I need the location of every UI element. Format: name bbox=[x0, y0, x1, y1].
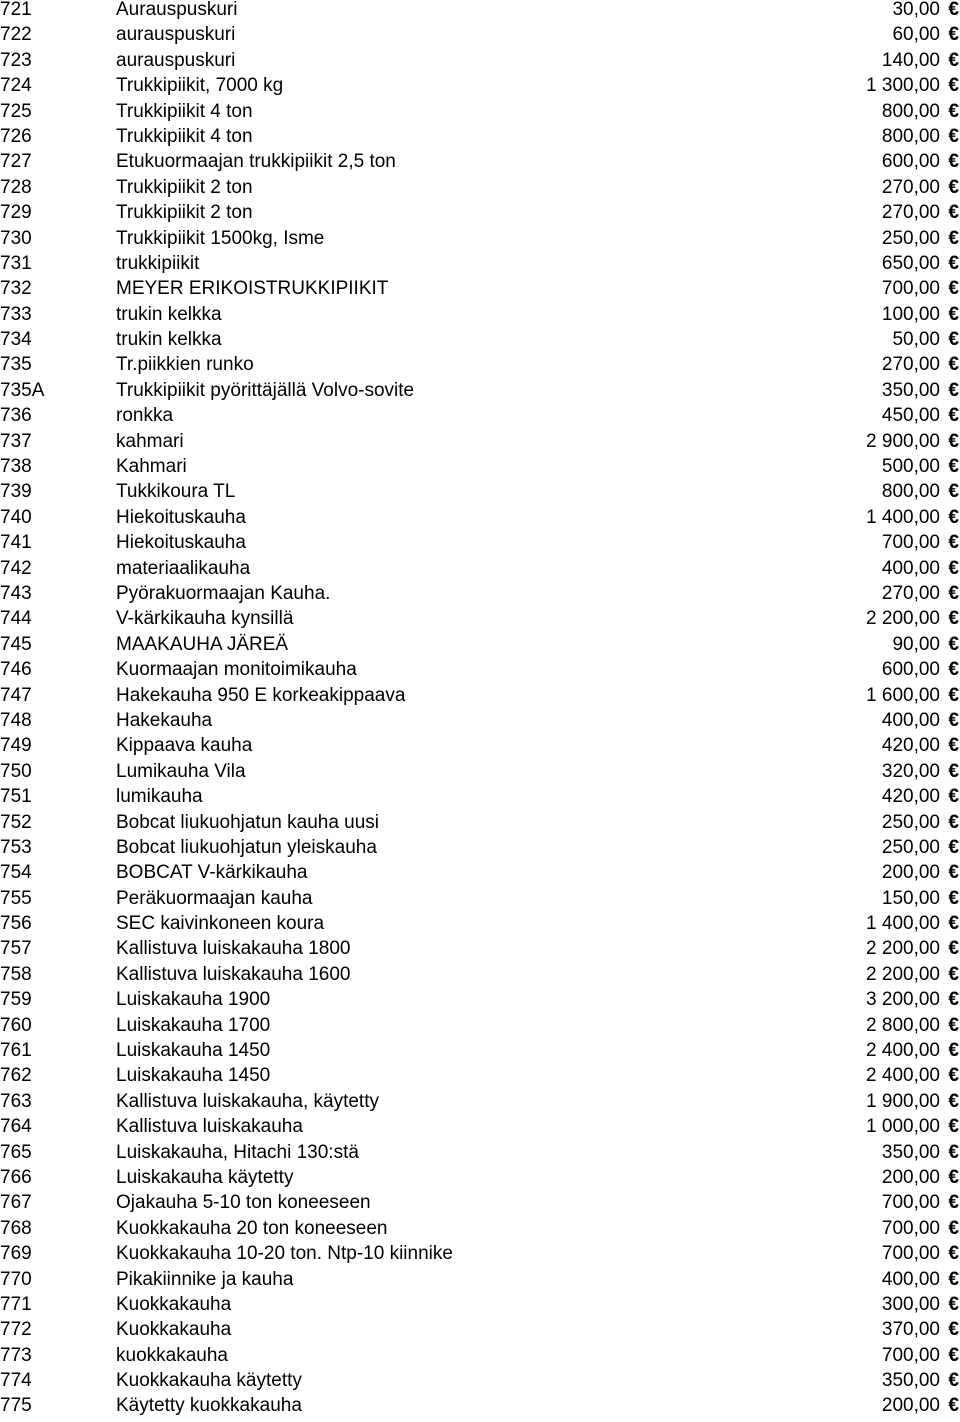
item-number: 739 bbox=[0, 481, 32, 503]
item-description: BOBCAT V-kärkikauha bbox=[116, 862, 308, 884]
item-description: Hiekoituskauha bbox=[116, 506, 246, 528]
item-price: 400,00 bbox=[881, 557, 940, 579]
currency-symbol: € bbox=[948, 659, 959, 681]
item-price: 700,00 bbox=[881, 1344, 940, 1366]
item-price: 800,00 bbox=[881, 125, 940, 147]
list-item bbox=[0, 355, 960, 380]
item-price: 60,00 bbox=[892, 24, 940, 46]
item-number: 772 bbox=[0, 1319, 32, 1341]
currency-symbol: € bbox=[948, 709, 959, 731]
currency-symbol: € bbox=[948, 481, 959, 503]
list-item bbox=[0, 25, 960, 50]
item-number: 758 bbox=[0, 963, 32, 985]
list-item bbox=[0, 1219, 960, 1244]
list-item bbox=[0, 330, 960, 355]
item-number: 748 bbox=[0, 709, 32, 731]
currency-symbol: € bbox=[948, 202, 959, 224]
item-price: 150,00 bbox=[881, 887, 940, 909]
currency-symbol: € bbox=[948, 24, 959, 46]
item-description: Luiskakauha 1900 bbox=[116, 989, 271, 1011]
list-item bbox=[0, 559, 960, 584]
currency-symbol: € bbox=[948, 633, 959, 655]
item-number: 741 bbox=[0, 532, 32, 554]
item-number: 724 bbox=[0, 75, 32, 97]
item-description: Bobcat liukuohjatun yleiskauha bbox=[116, 836, 377, 858]
item-description: MEYER ERIKOISTRUKKIPIIKIT bbox=[116, 278, 389, 300]
item-number: 775 bbox=[0, 1395, 32, 1417]
item-description: Kahmari bbox=[116, 456, 187, 478]
list-item bbox=[0, 305, 960, 330]
currency-symbol: € bbox=[948, 811, 959, 833]
item-description: Luiskakauha, Hitachi 130:stä bbox=[116, 1141, 359, 1163]
list-item bbox=[0, 1092, 960, 1117]
item-price: 370,00 bbox=[881, 1319, 940, 1341]
item-number: 734 bbox=[0, 329, 32, 351]
list-item bbox=[0, 584, 960, 609]
item-price: 300,00 bbox=[881, 1293, 940, 1315]
item-number: 726 bbox=[0, 125, 32, 147]
item-price: 420,00 bbox=[881, 786, 940, 808]
item-price: 1 400,00 bbox=[866, 506, 940, 528]
item-description: Ojakauha 5-10 ton koneeseen bbox=[116, 1192, 371, 1214]
item-number: 722 bbox=[0, 24, 32, 46]
item-price: 800,00 bbox=[881, 481, 940, 503]
list-item bbox=[0, 686, 960, 711]
item-price: 50,00 bbox=[892, 329, 940, 351]
item-price: 800,00 bbox=[881, 100, 940, 122]
item-price: 30,00 bbox=[892, 0, 940, 20]
item-price: 2 200,00 bbox=[866, 608, 940, 630]
item-description: Hakekauha 950 E korkeakippaava bbox=[116, 684, 406, 706]
item-description: Kuokkakauha bbox=[116, 1319, 232, 1341]
item-description: Kippaava kauha bbox=[116, 735, 253, 757]
item-number: 723 bbox=[0, 49, 32, 71]
currency-symbol: € bbox=[948, 1141, 959, 1163]
currency-symbol: € bbox=[948, 1014, 959, 1036]
item-price: 3 200,00 bbox=[866, 989, 940, 1011]
item-description: Etukuormaajan trukkipiikit 2,5 ton bbox=[116, 151, 396, 173]
item-number: 733 bbox=[0, 303, 32, 325]
item-number: 746 bbox=[0, 659, 32, 681]
list-item bbox=[0, 1143, 960, 1168]
item-price: 270,00 bbox=[881, 582, 940, 604]
list-item bbox=[0, 914, 960, 939]
item-description: trukin kelkka bbox=[116, 303, 222, 325]
item-number: 756 bbox=[0, 913, 32, 935]
item-number: 730 bbox=[0, 227, 32, 249]
item-number: 755 bbox=[0, 887, 32, 909]
currency-symbol: € bbox=[948, 303, 959, 325]
list-item bbox=[0, 1117, 960, 1142]
item-number: 742 bbox=[0, 557, 32, 579]
item-number: 727 bbox=[0, 151, 32, 173]
currency-symbol: € bbox=[948, 862, 959, 884]
item-description: Lumikauha Vila bbox=[116, 760, 246, 782]
currency-symbol: € bbox=[948, 836, 959, 858]
item-price: 100,00 bbox=[881, 303, 940, 325]
currency-symbol: € bbox=[948, 532, 959, 554]
item-description: Tukkikoura TL bbox=[116, 481, 236, 503]
item-description: Hiekoituskauha bbox=[116, 532, 246, 554]
item-price: 1 600,00 bbox=[866, 684, 940, 706]
list-item bbox=[0, 609, 960, 634]
currency-symbol: € bbox=[948, 506, 959, 528]
item-price: 270,00 bbox=[881, 354, 940, 376]
item-number: 770 bbox=[0, 1268, 32, 1290]
currency-symbol: € bbox=[948, 1217, 959, 1239]
item-number: 762 bbox=[0, 1065, 32, 1087]
item-number: 768 bbox=[0, 1217, 32, 1239]
list-item bbox=[0, 1295, 960, 1320]
currency-symbol: € bbox=[948, 176, 959, 198]
item-price: 700,00 bbox=[881, 532, 940, 554]
item-price: 350,00 bbox=[881, 1370, 940, 1392]
item-price: 270,00 bbox=[881, 176, 940, 198]
item-description: Aurauspuskuri bbox=[116, 0, 238, 20]
item-number: 740 bbox=[0, 506, 32, 528]
item-price: 270,00 bbox=[881, 202, 940, 224]
item-number: 753 bbox=[0, 836, 32, 858]
list-item bbox=[0, 1396, 960, 1421]
list-item bbox=[0, 152, 960, 177]
currency-symbol: € bbox=[948, 1344, 959, 1366]
item-number: 752 bbox=[0, 811, 32, 833]
list-item bbox=[0, 736, 960, 761]
item-description: Luiskakauha 1450 bbox=[116, 1040, 271, 1062]
item-description: Bobcat liukuohjatun kauha uusi bbox=[116, 811, 380, 833]
currency-symbol: € bbox=[948, 329, 959, 351]
currency-symbol: € bbox=[948, 379, 959, 401]
item-description: Käytetty kuokkakauha bbox=[116, 1395, 302, 1417]
item-number: 725 bbox=[0, 100, 32, 122]
item-price: 700,00 bbox=[881, 1192, 940, 1214]
list-item bbox=[0, 787, 960, 812]
list-item bbox=[0, 863, 960, 888]
currency-symbol: € bbox=[948, 963, 959, 985]
item-description: Trukkipiikit 2 ton bbox=[116, 202, 253, 224]
item-number: 763 bbox=[0, 1090, 32, 1112]
item-description: Kallistuva luiskakauha 1600 bbox=[116, 963, 351, 985]
currency-symbol: € bbox=[948, 49, 959, 71]
item-description: Kuokkakauha 20 ton koneeseen bbox=[116, 1217, 388, 1239]
item-price: 250,00 bbox=[881, 811, 940, 833]
item-number: 774 bbox=[0, 1370, 32, 1392]
item-number: 735 bbox=[0, 354, 32, 376]
currency-symbol: € bbox=[948, 735, 959, 757]
currency-symbol: € bbox=[948, 938, 959, 960]
item-description: Kuokkakauha käytetty bbox=[116, 1370, 302, 1392]
currency-symbol: € bbox=[948, 1293, 959, 1315]
item-price: 400,00 bbox=[881, 1268, 940, 1290]
list-item bbox=[0, 813, 960, 838]
item-price: 200,00 bbox=[881, 862, 940, 884]
item-price: 400,00 bbox=[881, 709, 940, 731]
list-item bbox=[0, 533, 960, 558]
currency-symbol: € bbox=[948, 1370, 959, 1392]
item-price: 2 200,00 bbox=[866, 938, 940, 960]
item-description: Trukkipiikit, 7000 kg bbox=[116, 75, 284, 97]
currency-symbol: € bbox=[948, 0, 959, 20]
item-price: 2 400,00 bbox=[866, 1065, 940, 1087]
item-price: 200,00 bbox=[881, 1166, 940, 1188]
item-number: 749 bbox=[0, 735, 32, 757]
item-description: Trukkipiikit 1500kg, Isme bbox=[116, 227, 325, 249]
list-item bbox=[0, 254, 960, 279]
currency-symbol: € bbox=[948, 1395, 959, 1417]
item-description: kuokkakauha bbox=[116, 1344, 228, 1366]
list-item bbox=[0, 990, 960, 1015]
item-number: 735A bbox=[0, 379, 45, 401]
item-number: 765 bbox=[0, 1141, 32, 1163]
item-price: 600,00 bbox=[881, 151, 940, 173]
list-item bbox=[0, 406, 960, 431]
item-description: V-kärkikauha kynsillä bbox=[116, 608, 294, 630]
list-item bbox=[0, 279, 960, 304]
item-number: 732 bbox=[0, 278, 32, 300]
item-number: 759 bbox=[0, 989, 32, 1011]
item-description: Trukkipiikit 4 ton bbox=[116, 100, 253, 122]
item-description: aurauspuskuri bbox=[116, 49, 236, 71]
item-number: 747 bbox=[0, 684, 32, 706]
item-description: Hakekauha bbox=[116, 709, 213, 731]
item-number: 721 bbox=[0, 0, 32, 20]
item-description: Trukkipiikit pyörittäjällä Volvo-sovite bbox=[116, 379, 415, 401]
list-item bbox=[0, 1041, 960, 1066]
item-description: Kallistuva luiskakauha bbox=[116, 1116, 303, 1138]
list-item bbox=[0, 229, 960, 254]
item-price: 450,00 bbox=[881, 405, 940, 427]
item-number: 743 bbox=[0, 582, 32, 604]
list-item bbox=[0, 482, 960, 507]
item-number: 750 bbox=[0, 760, 32, 782]
item-number: 738 bbox=[0, 456, 32, 478]
list-item bbox=[0, 1193, 960, 1218]
item-description: Pyörakuormaajan Kauha. bbox=[116, 582, 331, 604]
item-price: 90,00 bbox=[892, 633, 940, 655]
item-description: Tr.piikkien runko bbox=[116, 354, 254, 376]
list-item bbox=[0, 889, 960, 914]
item-number: 773 bbox=[0, 1344, 32, 1366]
list-item bbox=[0, 457, 960, 482]
list-item bbox=[0, 178, 960, 203]
item-description: trukkipiikit bbox=[116, 252, 200, 274]
currency-symbol: € bbox=[948, 278, 959, 300]
list-item bbox=[0, 1320, 960, 1345]
item-number: 769 bbox=[0, 1243, 32, 1265]
currency-symbol: € bbox=[948, 760, 959, 782]
currency-symbol: € bbox=[948, 405, 959, 427]
list-item bbox=[0, 51, 960, 76]
currency-symbol: € bbox=[948, 582, 959, 604]
item-price: 250,00 bbox=[881, 227, 940, 249]
list-item bbox=[0, 0, 960, 25]
item-description: Kuokkakauha 10-20 ton. Ntp-10 kiinnike bbox=[116, 1243, 453, 1265]
item-price: 140,00 bbox=[881, 49, 940, 71]
item-description: Luiskakauha käytetty bbox=[116, 1166, 294, 1188]
list-item bbox=[0, 1168, 960, 1193]
currency-symbol: € bbox=[948, 1319, 959, 1341]
item-price: 500,00 bbox=[881, 456, 940, 478]
item-description: Kallistuva luiskakauha 1800 bbox=[116, 938, 351, 960]
item-description: trukin kelkka bbox=[116, 329, 222, 351]
currency-symbol: € bbox=[948, 151, 959, 173]
list-item bbox=[0, 1371, 960, 1396]
item-description: Kallistuva luiskakauha, käytetty bbox=[116, 1090, 379, 1112]
list-item bbox=[0, 1244, 960, 1269]
currency-symbol: € bbox=[948, 354, 959, 376]
item-number: 764 bbox=[0, 1116, 32, 1138]
item-description: Luiskakauha 1700 bbox=[116, 1014, 271, 1036]
list-item bbox=[0, 762, 960, 787]
list-item bbox=[0, 381, 960, 406]
item-number: 744 bbox=[0, 608, 32, 630]
list-item bbox=[0, 1270, 960, 1295]
item-number: 771 bbox=[0, 1293, 32, 1315]
currency-symbol: € bbox=[948, 786, 959, 808]
item-price: 1 400,00 bbox=[866, 913, 940, 935]
list-item bbox=[0, 660, 960, 685]
list-item bbox=[0, 965, 960, 990]
item-price: 600,00 bbox=[881, 659, 940, 681]
item-price: 700,00 bbox=[881, 278, 940, 300]
item-price: 2 800,00 bbox=[866, 1014, 940, 1036]
item-number: 731 bbox=[0, 252, 32, 274]
item-price: 200,00 bbox=[881, 1395, 940, 1417]
item-description: MAAKAUHA JÄREÄ bbox=[116, 633, 289, 655]
item-description: Peräkuormaajan kauha bbox=[116, 887, 313, 909]
currency-symbol: € bbox=[948, 557, 959, 579]
item-number: 745 bbox=[0, 633, 32, 655]
currency-symbol: € bbox=[948, 1090, 959, 1112]
list-item bbox=[0, 1016, 960, 1041]
list-item bbox=[0, 76, 960, 101]
item-description: kahmari bbox=[116, 430, 184, 452]
item-description: aurauspuskuri bbox=[116, 24, 236, 46]
currency-symbol: € bbox=[948, 1065, 959, 1087]
item-number: 761 bbox=[0, 1040, 32, 1062]
currency-symbol: € bbox=[948, 227, 959, 249]
item-description: Kuokkakauha bbox=[116, 1293, 232, 1315]
item-price: 1 000,00 bbox=[866, 1116, 940, 1138]
list-item bbox=[0, 127, 960, 152]
item-description: Luiskakauha 1450 bbox=[116, 1065, 271, 1087]
item-price: 2 400,00 bbox=[866, 1040, 940, 1062]
currency-symbol: € bbox=[948, 1268, 959, 1290]
list-item bbox=[0, 939, 960, 964]
item-description: Kuormaajan monitoimikauha bbox=[116, 659, 357, 681]
currency-symbol: € bbox=[948, 100, 959, 122]
item-price: 650,00 bbox=[881, 252, 940, 274]
list-item bbox=[0, 432, 960, 457]
item-description: SEC kaivinkoneen koura bbox=[116, 913, 325, 935]
currency-symbol: € bbox=[948, 1243, 959, 1265]
currency-symbol: € bbox=[948, 456, 959, 478]
item-number: 766 bbox=[0, 1166, 32, 1188]
currency-symbol: € bbox=[948, 1166, 959, 1188]
item-price: 350,00 bbox=[881, 379, 940, 401]
currency-symbol: € bbox=[948, 75, 959, 97]
item-price: 320,00 bbox=[881, 760, 940, 782]
currency-symbol: € bbox=[948, 887, 959, 909]
currency-symbol: € bbox=[948, 252, 959, 274]
currency-symbol: € bbox=[948, 1040, 959, 1062]
list-item bbox=[0, 102, 960, 127]
item-description: lumikauha bbox=[116, 786, 203, 808]
currency-symbol: € bbox=[948, 608, 959, 630]
list-item bbox=[0, 711, 960, 736]
item-description: materiaalikauha bbox=[116, 557, 251, 579]
item-description: ronkka bbox=[116, 405, 174, 427]
item-price: 700,00 bbox=[881, 1243, 940, 1265]
item-description: Trukkipiikit 2 ton bbox=[116, 176, 253, 198]
item-number: 760 bbox=[0, 1014, 32, 1036]
item-price: 420,00 bbox=[881, 735, 940, 757]
item-number: 767 bbox=[0, 1192, 32, 1214]
currency-symbol: € bbox=[948, 1116, 959, 1138]
item-price: 250,00 bbox=[881, 836, 940, 858]
item-number: 754 bbox=[0, 862, 32, 884]
list-item bbox=[0, 203, 960, 228]
currency-symbol: € bbox=[948, 684, 959, 706]
item-number: 751 bbox=[0, 786, 32, 808]
item-number: 729 bbox=[0, 202, 32, 224]
list-item bbox=[0, 635, 960, 660]
item-number: 737 bbox=[0, 430, 32, 452]
item-description: Trukkipiikit 4 ton bbox=[116, 125, 253, 147]
currency-symbol: € bbox=[948, 1192, 959, 1214]
list-item bbox=[0, 838, 960, 863]
item-number: 736 bbox=[0, 405, 32, 427]
currency-symbol: € bbox=[948, 125, 959, 147]
item-price: 1 900,00 bbox=[866, 1090, 940, 1112]
currency-symbol: € bbox=[948, 430, 959, 452]
item-price: 350,00 bbox=[881, 1141, 940, 1163]
list-item bbox=[0, 1346, 960, 1371]
item-price: 2 200,00 bbox=[866, 963, 940, 985]
item-price: 700,00 bbox=[881, 1217, 940, 1239]
currency-symbol: € bbox=[948, 913, 959, 935]
currency-symbol: € bbox=[948, 989, 959, 1011]
item-description: Pikakiinnike ja kauha bbox=[116, 1268, 294, 1290]
item-price: 2 900,00 bbox=[866, 430, 940, 452]
item-number: 728 bbox=[0, 176, 32, 198]
item-price: 1 300,00 bbox=[866, 75, 940, 97]
list-item bbox=[0, 508, 960, 533]
list-item bbox=[0, 1066, 960, 1091]
item-number: 757 bbox=[0, 938, 32, 960]
